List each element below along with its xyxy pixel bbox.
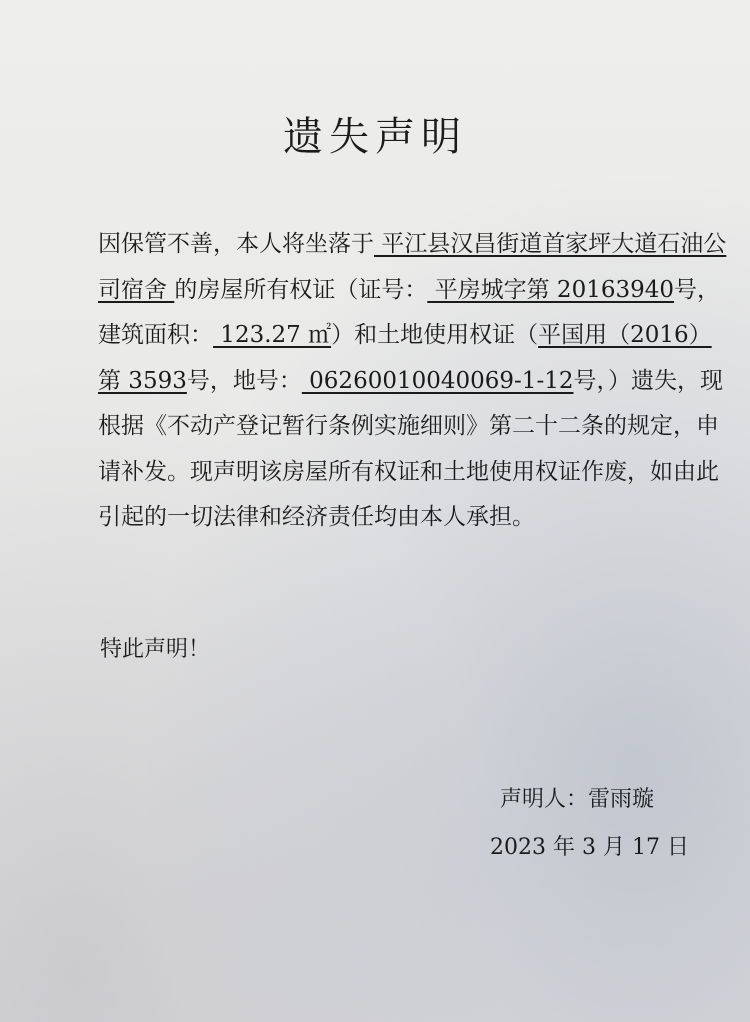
closing-statement: 特此声明！ [100,637,211,662]
property-location: 平江县汉昌街道首家坪大道石油公司宿舍 [98,231,727,303]
text-area-intro: 号，建筑面积： [98,276,721,348]
declaration-body [52,222,728,541]
land-cert-number: 平国用（2016）第 3593 [98,322,712,394]
text-cert-intro: 的房屋所有权证（证号： [174,276,428,303]
property-cert-number: 平房城字第 20163940 [427,276,675,303]
declaration-date: 2023 年 3 月 17 日 [490,835,689,860]
lot-number: 06260010040069-1-12 [301,367,574,394]
text-land-intro: ）和土地使用权证（ [331,322,539,348]
text-conclusion: 号，）遗失，现根据《不动产登记暂行条例实施细则》第二十二条的规定，申请补发。现声明该房屋所有权证和土地使用权证作废，如由此引起的一切法律和经济责任均由本人承担。 [98,367,723,530]
declaration-paragraph [52,222,728,541]
building-area: 123.27 ㎡ [213,322,332,348]
text-lot-intro: 号，地号： [186,367,302,394]
text-intro: 因保管不善，本人将坐落于 [98,231,374,257]
declarant-name: 声明人：雷雨璇 [500,787,655,812]
document-title: 遗失声明 [283,114,467,160]
